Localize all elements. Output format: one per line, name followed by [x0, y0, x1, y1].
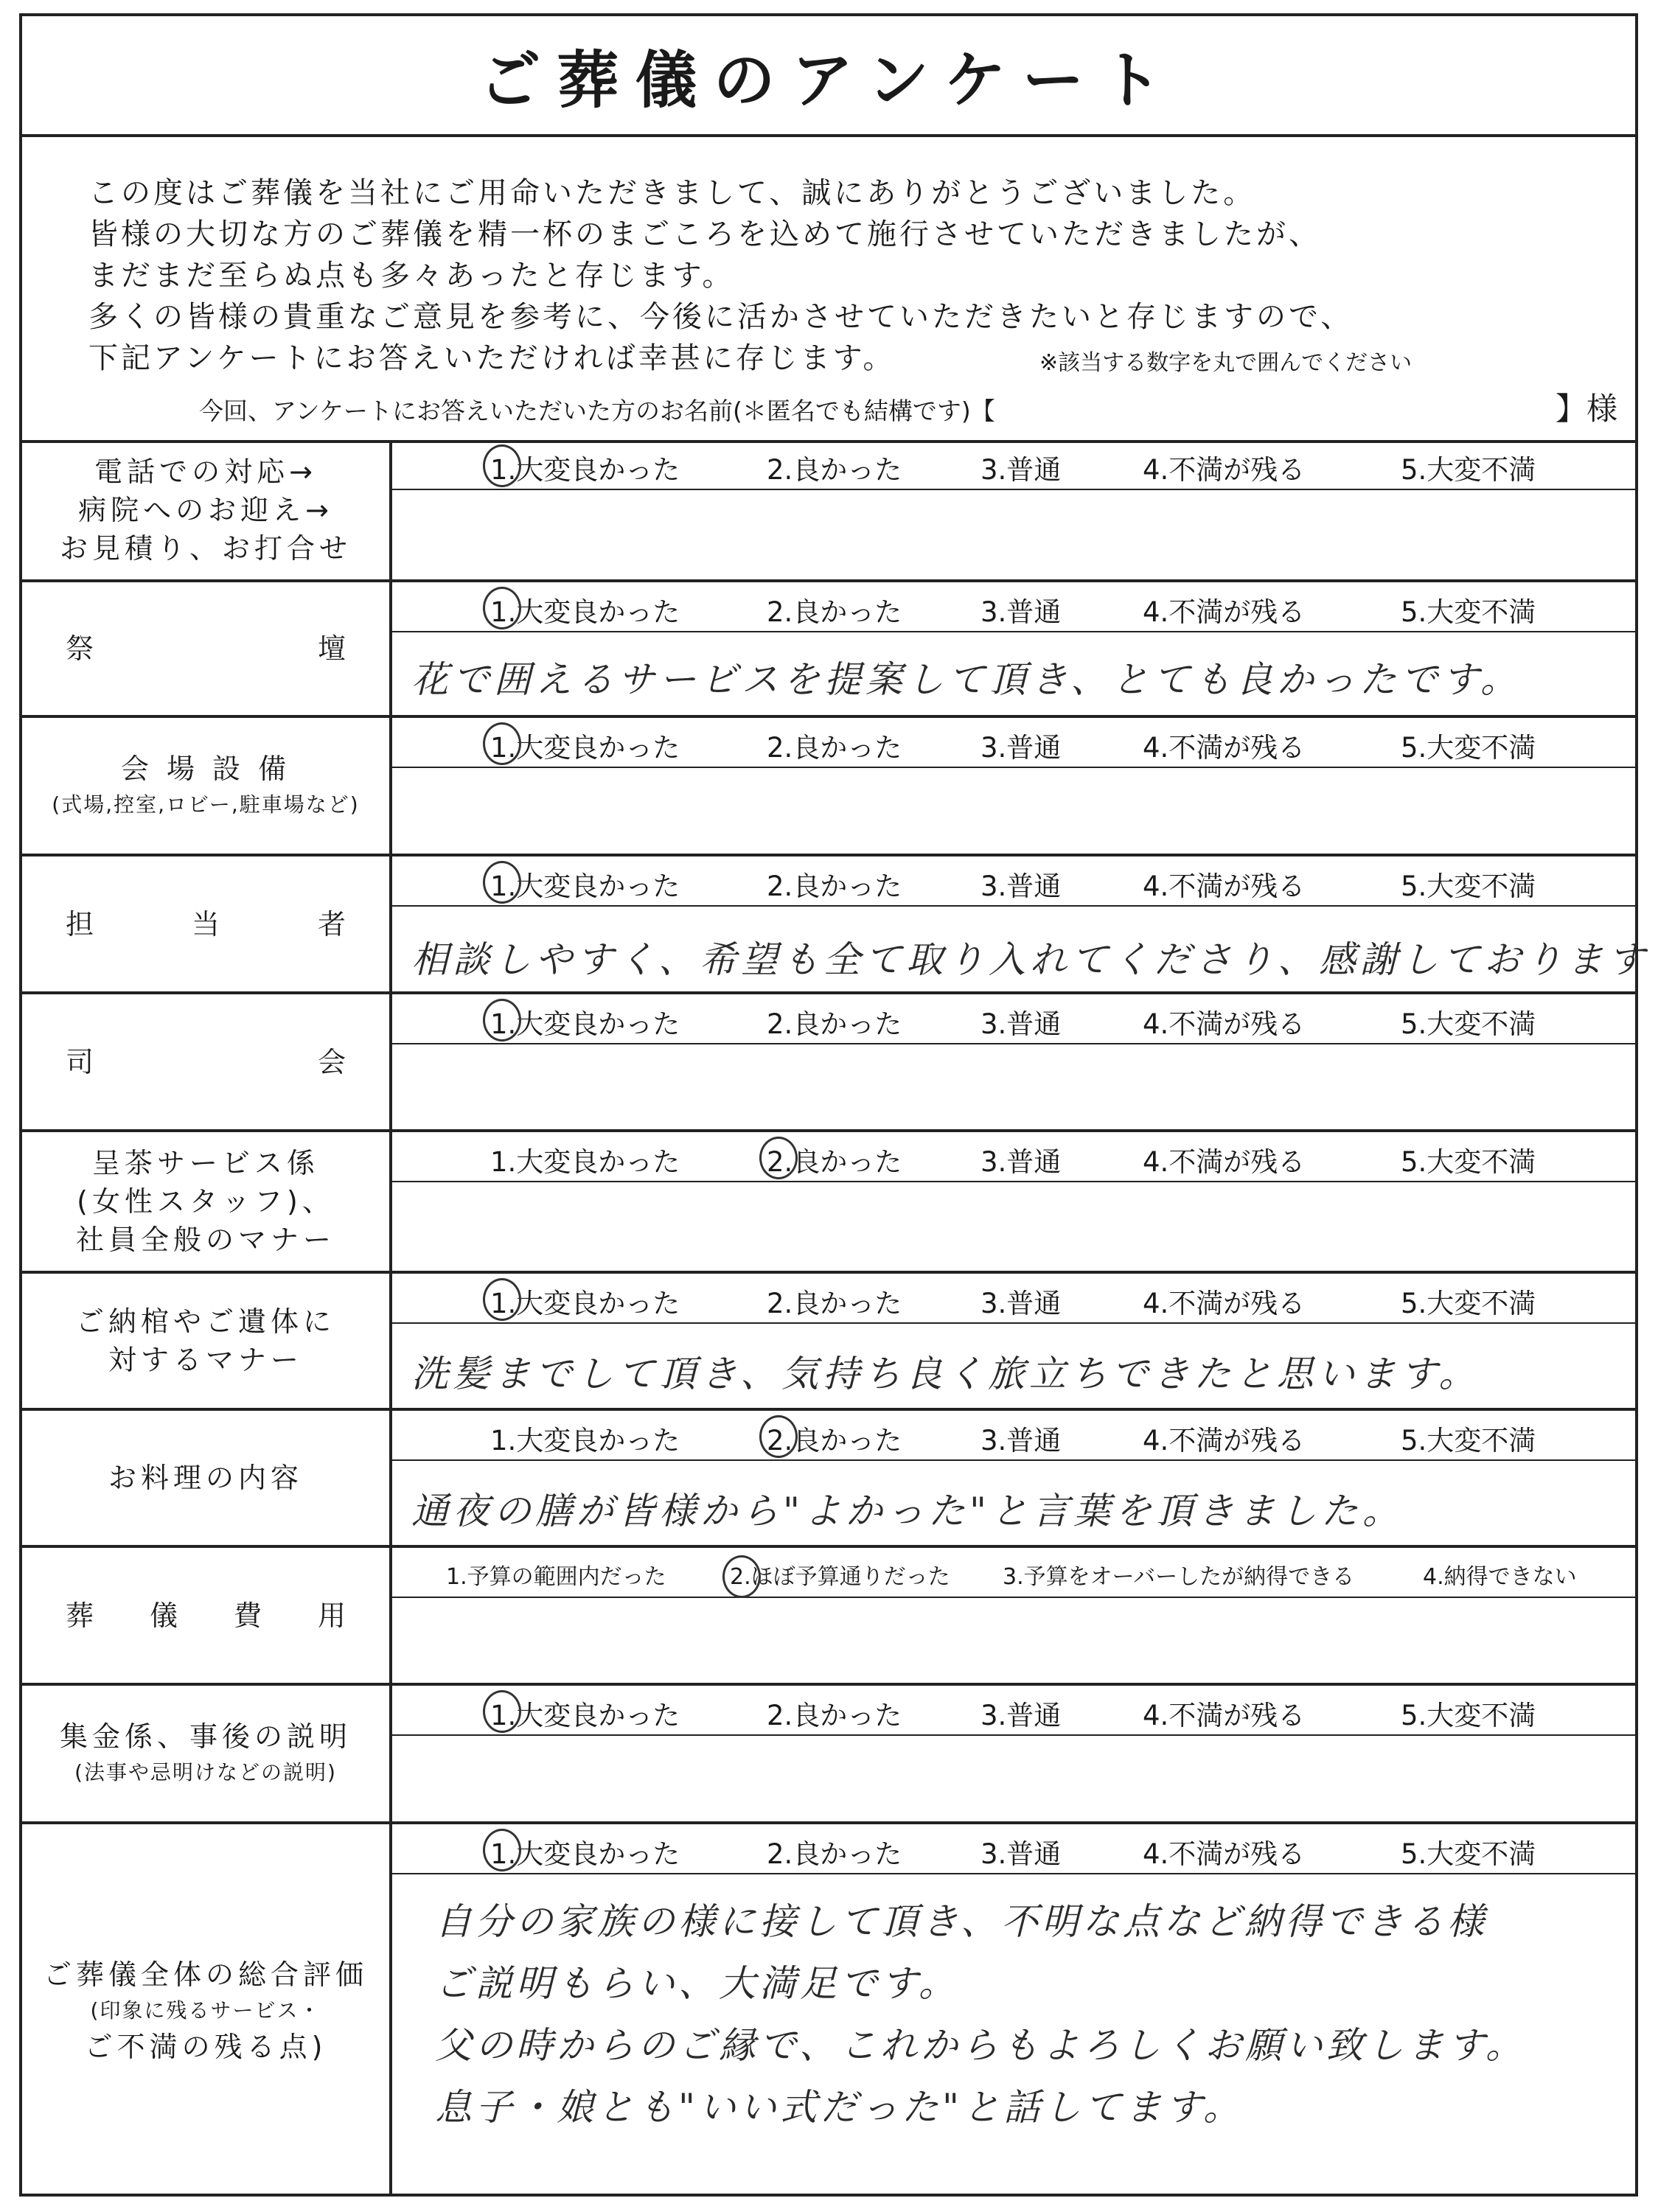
- survey-row: [22, 856, 1649, 994]
- rating-option-selected[interactable]: 1.大変良かった: [490, 864, 680, 904]
- rating-option-selected[interactable]: 1.大変良かった: [490, 725, 680, 765]
- rating-option[interactable]: 4.不満が残る: [1143, 1425, 1306, 1456]
- rating-options: [392, 1132, 1635, 1182]
- rating-option[interactable]: 5.大変不満: [1401, 1425, 1536, 1456]
- row-label-line: ご葬儀全体の総合評価: [43, 1958, 368, 1991]
- row-label-line: ご納棺やご遺体に: [75, 1305, 335, 1338]
- rating-option[interactable]: 1.大変良かった: [490, 1146, 680, 1178]
- row-label-line: [66, 629, 346, 668]
- survey-row: [22, 1548, 1635, 1686]
- comment-line: 自分の家族の様に接して頂き、不明な点など納得できる様: [435, 1900, 1488, 1943]
- row-label-line: お見積り、お打合せ: [59, 531, 352, 565]
- rating-option[interactable]: 4.不満が残る: [1143, 1838, 1306, 1870]
- rating-option[interactable]: 3.普通: [980, 1008, 1062, 1040]
- comment-line: 父の時からのご縁で、これからもよろしくお願い致します。: [435, 2024, 1526, 2067]
- rating-option-selected[interactable]: 2.良かった: [767, 1418, 902, 1458]
- survey-row: [22, 1411, 1635, 1548]
- row-label: [22, 1411, 392, 1545]
- row-label-char: 担: [66, 907, 94, 941]
- rating-options: [392, 582, 1635, 632]
- rating-option[interactable]: 4.不満が残る: [1143, 596, 1306, 628]
- row-label: [22, 440, 392, 579]
- rating-option[interactable]: 2.良かった: [767, 1700, 902, 1731]
- rating-option[interactable]: 5.大変不満: [1401, 732, 1536, 764]
- rating-option[interactable]: 5.大変不満: [1401, 596, 1536, 628]
- rating-option[interactable]: 4.不満が残る: [1143, 1146, 1306, 1178]
- rating-option[interactable]: 4.不満が残る: [1143, 1700, 1306, 1731]
- rating-options: [392, 994, 1635, 1044]
- row-label-line: (式場,控室,ロビー,駐車場など): [52, 792, 360, 817]
- rating-option[interactable]: 4.不満が残る: [1143, 1008, 1306, 1040]
- row-label-char: 壇: [317, 632, 346, 665]
- row-label: [22, 1274, 392, 1408]
- comment-line: ご説明もらい、大満足です。: [435, 1962, 959, 2005]
- rating-option[interactable]: 3.普通: [980, 1425, 1062, 1456]
- row-label: [22, 718, 392, 854]
- rating-option[interactable]: 2.良かった: [767, 596, 902, 628]
- page-title: ご葬儀のアンケート: [478, 43, 1179, 116]
- comment-line: 息子・娘とも"いい式だった"と話してます。: [435, 2086, 1244, 2129]
- row-label-char: 司: [66, 1045, 94, 1078]
- rating-option[interactable]: 3.予算をオーバーしたが納得できる: [1003, 1564, 1355, 1590]
- rating-option-selected[interactable]: 1.大変良かった: [490, 590, 680, 629]
- rating-option[interactable]: 2.良かった: [767, 732, 902, 764]
- rating-option[interactable]: 4.不満が残る: [1143, 732, 1306, 764]
- rating-option[interactable]: 3.普通: [980, 1146, 1062, 1178]
- rating-options: [392, 440, 1635, 490]
- intro-line: 多くの皆様の貴重なご意見を参考に、今後に活かさせていただきたいと存じますので、: [88, 300, 1354, 334]
- intro-line: この度はご葬儀を当社にご用命いただきまして、誠にありがとうございました。: [88, 176, 1256, 210]
- rating-option[interactable]: 3.普通: [980, 454, 1062, 486]
- survey-row: [22, 440, 1635, 582]
- rating-option[interactable]: 1.大変良かった: [490, 1425, 680, 1456]
- row-label-line: (印象に残るサービス・: [90, 1998, 321, 2023]
- rating-option[interactable]: 5.大変不満: [1401, 871, 1536, 902]
- row-label-line: 集金係、事後の説明: [59, 1720, 352, 1753]
- rating-options: [392, 1824, 1635, 1874]
- rating-option[interactable]: 3.普通: [980, 871, 1062, 902]
- handwritten-comment: 花で囲えるサービスを提案して頂き、とても良かったです。: [411, 658, 1522, 701]
- rating-options: [392, 1686, 1635, 1736]
- row-label-char: 費: [233, 1599, 262, 1632]
- row-label: [22, 856, 392, 991]
- rating-option[interactable]: 3.普通: [980, 1700, 1062, 1731]
- survey-row: [22, 994, 1635, 1132]
- row-label-line: 電話での対応→: [94, 455, 317, 488]
- row-label-line: 病院へのお迎え→: [78, 493, 333, 526]
- row-label-line: (女性スタッフ)、: [77, 1185, 335, 1218]
- row-label-char: 用: [317, 1599, 346, 1632]
- intro-line: まだまだ至らぬ点も多々あったと存じます。: [88, 259, 735, 293]
- rating-option[interactable]: 1.予算の範囲内だった: [446, 1564, 666, 1590]
- rating-options: [392, 1548, 1635, 1598]
- rating-option-selected[interactable]: 1.大変良かった: [490, 1002, 680, 1042]
- row-label-char: 葬: [66, 1599, 94, 1632]
- handwritten-comment: 通夜の膳が皆様から"よかった"と言葉を頂きました。: [411, 1490, 1404, 1532]
- rating-option[interactable]: 5.大変不満: [1401, 1700, 1536, 1731]
- survey-row: [22, 1132, 1635, 1274]
- rating-option[interactable]: 4.納得できない: [1423, 1564, 1577, 1590]
- rating-option[interactable]: 2.良かった: [767, 454, 902, 486]
- survey-row: [22, 1274, 1635, 1411]
- handwritten-comment: 相談しやすく、希望も全て取り入れてくださり、感謝しております: [411, 938, 1649, 981]
- intro-section: [22, 134, 1635, 443]
- survey-row: [22, 1686, 1635, 1824]
- rating-option[interactable]: 4.不満が残る: [1143, 1288, 1306, 1319]
- rating-option[interactable]: 3.普通: [980, 732, 1062, 764]
- rating-option-selected[interactable]: 2.ほぼ予算通りだった: [730, 1558, 950, 1591]
- rating-option[interactable]: 4.不満が残る: [1143, 454, 1306, 486]
- row-label-line: [66, 1597, 346, 1635]
- row-label-char: 者: [317, 907, 346, 941]
- instruction-note: ※該当する数字を丸で囲んでください: [1039, 350, 1413, 376]
- row-label: [22, 994, 392, 1129]
- respondent-name-suffix: 】様: [1556, 391, 1618, 427]
- rating-option[interactable]: 4.不満が残る: [1143, 871, 1306, 902]
- row-label-line: 会 場 設 備: [120, 753, 291, 785]
- rating-option-selected[interactable]: 1.大変良かった: [490, 447, 680, 487]
- rating-option-selected[interactable]: 1.大変良かった: [490, 1693, 680, 1733]
- rating-option-selected[interactable]: 2.良かった: [767, 1140, 902, 1179]
- row-label-line: 呈茶サービス係: [91, 1147, 319, 1179]
- handwritten-comment: [435, 1891, 1620, 2138]
- rating-option[interactable]: 2.良かった: [767, 871, 902, 902]
- rating-option[interactable]: 5.大変不満: [1401, 1288, 1536, 1319]
- row-label: [22, 582, 392, 715]
- survey-row: [22, 582, 1635, 718]
- rating-options: [392, 1274, 1635, 1324]
- survey-row: [22, 718, 1635, 856]
- rating-option[interactable]: 3.普通: [980, 596, 1062, 628]
- row-label-char: 儀: [149, 1599, 178, 1632]
- rating-options: [392, 1411, 1635, 1461]
- rating-option[interactable]: 5.大変不満: [1401, 1146, 1536, 1178]
- row-label: [22, 1548, 392, 1683]
- rating-option[interactable]: 2.良かった: [767, 1008, 902, 1040]
- survey-form: [19, 13, 1649, 2197]
- row-label: [22, 1132, 392, 1271]
- row-label-line: 社員全般のマナー: [75, 1224, 335, 1256]
- row-label: [22, 1686, 392, 1821]
- row-label-line: お料理の内容: [108, 1462, 303, 1494]
- row-label-char: 会: [317, 1045, 346, 1078]
- rating-options: [392, 856, 1635, 907]
- intro-line: 下記アンケートにお答えいただければ幸甚に存じます。: [88, 341, 896, 375]
- rating-option[interactable]: 2.良かった: [767, 1288, 902, 1319]
- respondent-name-label: 今回、アンケートにお答えいただいた方のお名前(＊匿名でも結構です)【: [199, 397, 995, 425]
- survey-row: [22, 1824, 1635, 2197]
- rating-option[interactable]: 5.大変不満: [1401, 454, 1536, 486]
- row-label-line: [66, 905, 346, 943]
- rating-option-selected[interactable]: 1.大変良かった: [490, 1281, 680, 1321]
- handwritten-comment: 洗髪までして頂き、気持ち良く旅立ちできたと思います。: [411, 1353, 1480, 1395]
- rating-option[interactable]: 3.普通: [980, 1838, 1062, 1870]
- row-label-line: [66, 1043, 346, 1081]
- row-label: [22, 1824, 392, 2197]
- rating-options: [392, 718, 1635, 768]
- rating-option[interactable]: 5.大変不満: [1401, 1838, 1536, 1870]
- rating-option[interactable]: 5.大変不満: [1401, 1008, 1536, 1040]
- row-label-line: 対するマナー: [108, 1344, 303, 1376]
- row-label-char: 当: [191, 907, 220, 941]
- intro-line: 皆様の大切な方のご葬儀を精一杯のまごころを込めて施行させていただきましたが、: [88, 217, 1321, 251]
- row-label-char: 祭: [66, 632, 94, 665]
- rating-option[interactable]: 3.普通: [980, 1288, 1062, 1319]
- row-label-line: ご不満の残る点): [84, 2030, 327, 2063]
- row-label-line: (法事や忌明けなどの説明): [74, 1760, 337, 1784]
- rating-option-selected[interactable]: 1.大変良かった: [490, 1832, 680, 1871]
- title-row: [22, 16, 1635, 137]
- rating-option[interactable]: 2.良かった: [767, 1838, 902, 1870]
